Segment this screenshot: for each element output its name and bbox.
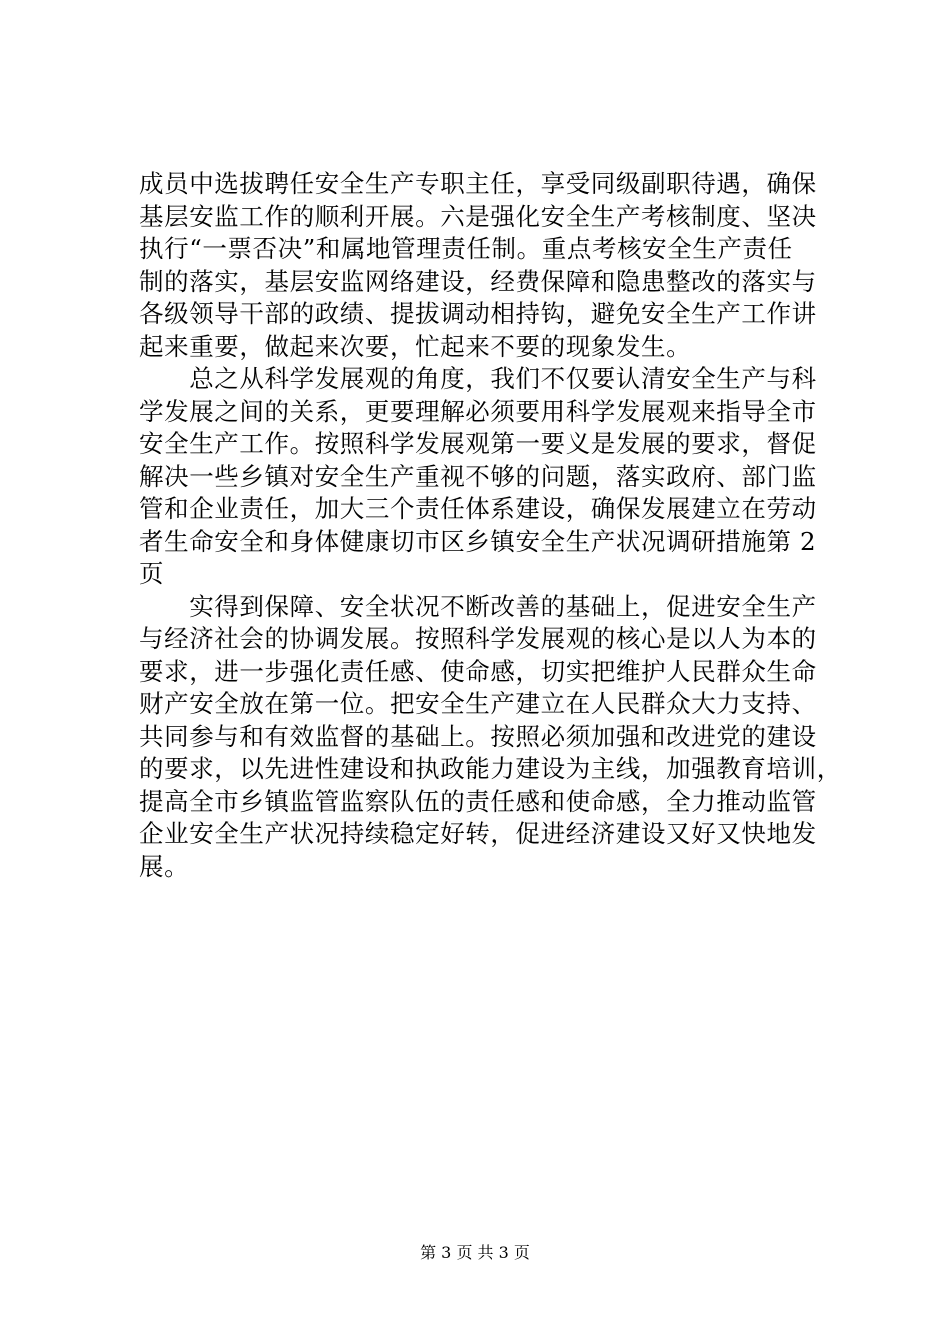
text-line: 解决一些乡镇对安全生产重视不够的问题，落实政府、部门监 (139, 461, 817, 491)
text-line: 要求，进一步强化责任感、使命感，切实把维护人民群众生命 (139, 656, 817, 686)
page-number-label: 第 3 页 共 3 页 (420, 1243, 530, 1262)
text-line: 基层安监工作的顺利开展。六是强化安全生产考核制度、坚决 (139, 201, 817, 231)
text-line: 成员中选拔聘任安全生产专职主任，享受同级副职待遇，确保 (139, 169, 817, 198)
body-text (139, 168, 842, 883)
text-line: 展。 (139, 851, 190, 881)
page-footer (0, 1243, 950, 1263)
text-line: 企业安全生产状况持续稳定好转，促进经济建设又好又快地发 (139, 819, 817, 848)
text-line: 提高全市乡镇监管监察队伍的责任感和使命感，全力推动监管 (139, 786, 817, 816)
text-line: 页 (139, 559, 165, 588)
text-line: 各级领导干部的政绩、提拔调动相持钩，避免安全生产工作讲 (139, 299, 817, 328)
text-line: 的要求，以先进性建设和执政能力建设为主线，加强教育培训， (139, 754, 842, 783)
text-line: 制的落实，基层安监网络建设，经费保障和隐患整改的落实与 (139, 266, 817, 296)
text-line: 管和企业责任，加大三个责任体系建设，确保发展建立在劳动 (139, 494, 817, 523)
text-line: 学发展之间的关系，更要理解必须要用科学发展观来指导全市 (139, 396, 817, 426)
text-line: 安全生产工作。按照科学发展观第一要义是发展的要求，督促 (139, 429, 817, 458)
text-line: 实得到保障、安全状况不断改善的基础上，促进安全生产 (139, 591, 817, 621)
text-line: 起来重要，做起来次要，忙起来不要的现象发生。 (139, 331, 692, 361)
text-line: 与经济社会的协调发展。按照科学发展观的核心是以人为本的 (139, 624, 817, 653)
text-line: 者生命安全和身体健康切市区乡镇安全生产状况调研措施第 2 (139, 526, 817, 556)
text-line: 财产安全放在第一位。把安全生产建立在人民群众大力支持、 (139, 689, 817, 718)
text-line: 执行“一票否决”和属地管理责任制。重点考核安全生产责任 (139, 234, 793, 263)
text-line: 共同参与和有效监督的基础上。按照必须加强和改进党的建设 (139, 721, 817, 751)
text-line: 总之从科学发展观的角度，我们不仅要认清安全生产与科 (139, 364, 817, 393)
